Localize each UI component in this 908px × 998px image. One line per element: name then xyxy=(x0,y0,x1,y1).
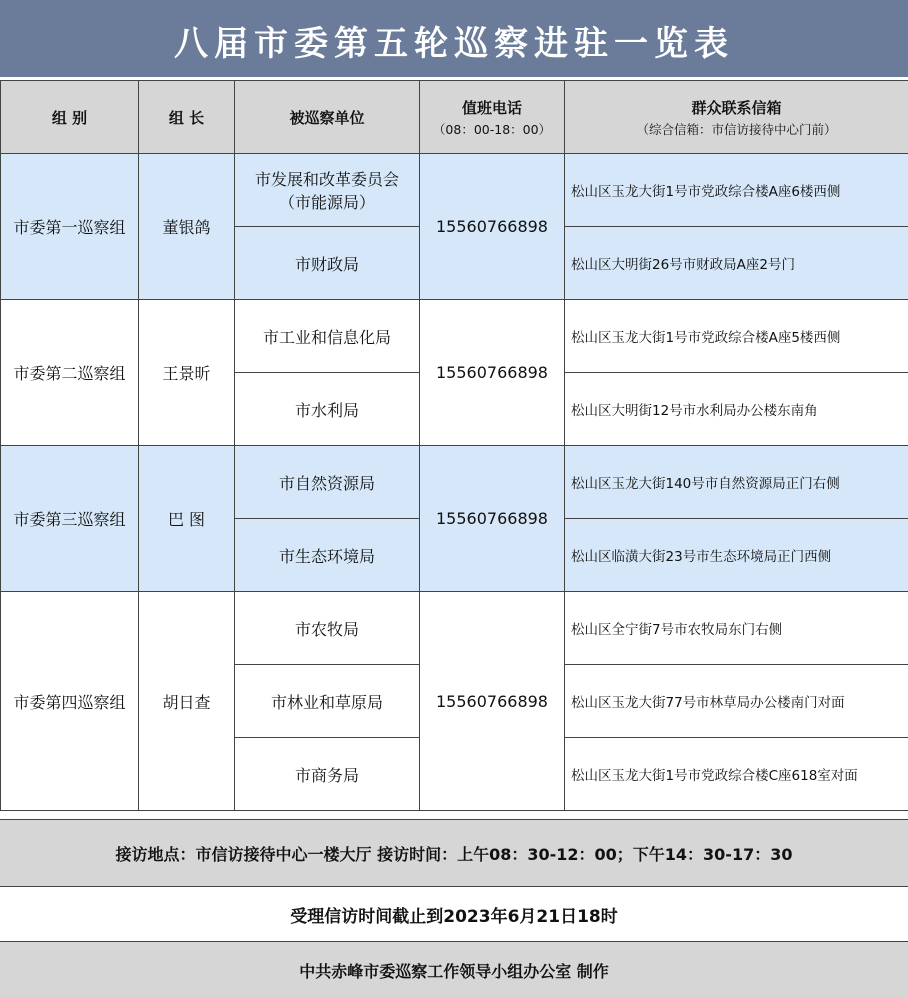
table-header-row xyxy=(1,81,908,154)
header-phone-hours: （08：00-18：00） xyxy=(420,120,564,138)
duty-phone: 15560766898 xyxy=(420,300,565,446)
inspected-unit: 市林业和草原局 xyxy=(235,665,420,738)
group-name: 市委第四巡察组 xyxy=(1,592,139,811)
group-leader: 巴 图 xyxy=(139,446,235,592)
inspected-unit: 市自然资源局 xyxy=(235,446,420,519)
header-phone xyxy=(420,81,565,154)
reception-info: 接访地点：市信访接待中心一楼大厅 接访时间：上午08：30-12：00；下午14：30-17：30 xyxy=(0,819,908,887)
mailbox-location: 松山区大明街26号市财政局A座2号门 xyxy=(565,227,908,300)
group-name: 市委第二巡察组 xyxy=(1,300,139,446)
mailbox-location: 松山区全宁街7号市农牧局东门右侧 xyxy=(565,592,908,665)
inspected-unit: 市农牧局 xyxy=(235,592,420,665)
header-leader: 组 长 xyxy=(139,81,235,154)
table-body xyxy=(1,154,908,811)
producer-credit: 中共赤峰市委巡察工作领导小组办公室 制作 xyxy=(0,941,908,998)
mailbox-location: 松山区玉龙大街1号市党政综合楼A座6楼西侧 xyxy=(565,154,908,227)
mailbox-location: 松山区大明街12号市水利局办公楼东南角 xyxy=(565,373,908,446)
duty-phone: 15560766898 xyxy=(420,154,565,300)
table-row xyxy=(1,446,908,519)
group-name: 市委第一巡察组 xyxy=(1,154,139,300)
mailbox-location: 松山区临潢大街23号市生态环境局正门西侧 xyxy=(565,519,908,592)
mailbox-location: 松山区玉龙大街77号市林草局办公楼南门对面 xyxy=(565,665,908,738)
table-row xyxy=(1,592,908,665)
header-mailbox xyxy=(565,81,908,154)
header-unit: 被巡察单位 xyxy=(235,81,420,154)
mailbox-location: 松山区玉龙大街1号市党政综合楼A座5楼西侧 xyxy=(565,300,908,373)
mailbox-location: 松山区玉龙大街1号市党政综合楼C座618室对面 xyxy=(565,738,908,811)
inspected-unit: 市工业和信息化局 xyxy=(235,300,420,373)
table-row xyxy=(1,154,908,227)
group-leader: 董银鸽 xyxy=(139,154,235,300)
group-name: 市委第三巡察组 xyxy=(1,446,139,592)
inspection-table xyxy=(0,80,908,811)
deadline-notice: 受理信访时间截止到2023年6月21日18时 xyxy=(0,886,908,942)
inspected-unit: 市发展和改革委员会 （市能源局） xyxy=(235,154,420,227)
duty-phone: 15560766898 xyxy=(420,592,565,811)
group-leader: 王景昕 xyxy=(139,300,235,446)
inspected-unit: 市生态环境局 xyxy=(235,519,420,592)
mailbox-location: 松山区玉龙大街140号市自然资源局正门右侧 xyxy=(565,446,908,519)
header-mailbox-label: 群众联系信箱 xyxy=(691,99,781,117)
duty-phone: 15560766898 xyxy=(420,446,565,592)
page-title: 八届市委第五轮巡察进驻一览表 xyxy=(0,0,908,80)
header-mailbox-note: （综合信箱：市信访接待中心门前） xyxy=(565,120,908,138)
header-phone-label: 值班电话 xyxy=(462,99,522,117)
inspected-unit: 市商务局 xyxy=(235,738,420,811)
header-group: 组 别 xyxy=(1,81,139,154)
inspected-unit: 市水利局 xyxy=(235,373,420,446)
table-row xyxy=(1,300,908,373)
inspected-unit: 市财政局 xyxy=(235,227,420,300)
group-leader: 胡日查 xyxy=(139,592,235,811)
